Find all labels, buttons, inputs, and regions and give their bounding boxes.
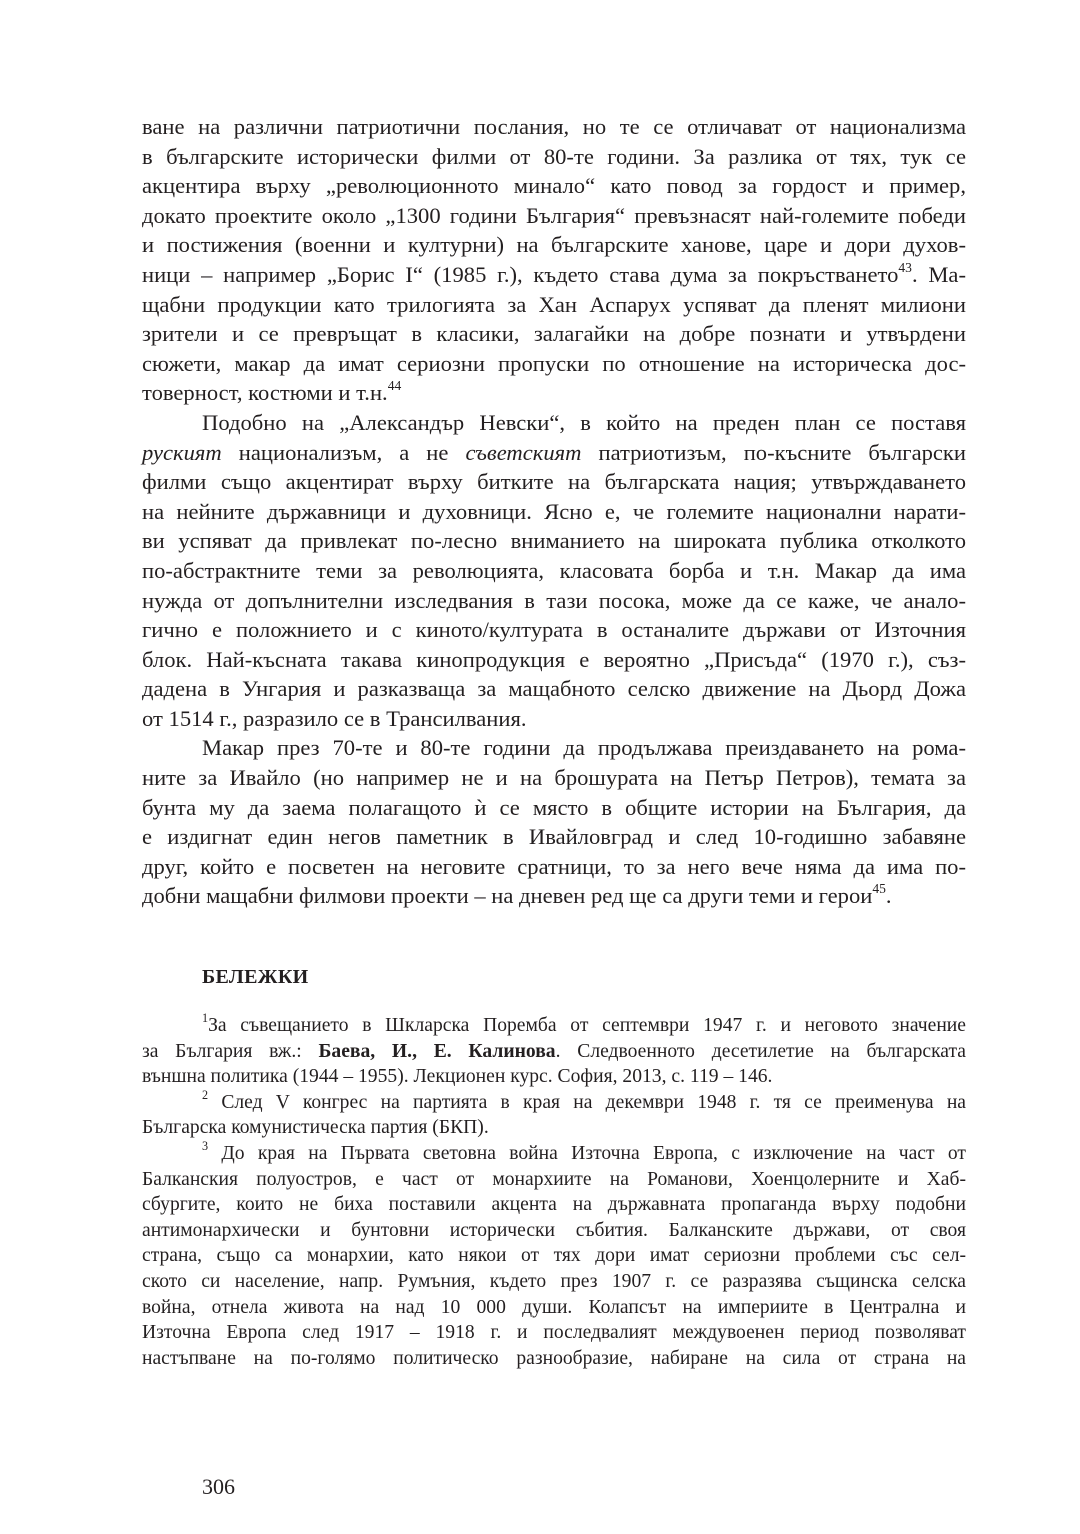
main-text — [142, 112, 966, 911]
note-line: външна политика (1944 – 1955). Лекционен курс. София, 2013, с. 119 – 146. — [142, 1066, 773, 1088]
paragraph: друг, който е посветен на неговите сратници, то за него вече няма да има по- — [142, 853, 966, 879]
paragraph: ви успяват да привлекат по-лесно вниманието на широката публика отколкото — [142, 528, 966, 554]
paragraph: щабни продукции като трилогията за Хан Аспарух успяват да пленят милиони — [142, 291, 966, 317]
paragraph: зрители и се превръщат в класики, залагайки на добре познати и утвърдени — [142, 321, 966, 347]
paragraph: в българските исторически филми от 80-те години. За разлика от тях, тук се — [142, 143, 966, 169]
paragraph: и постижения (военни и културни) на българските ханове, царе и дори духов- — [142, 232, 966, 258]
footnote-ref: 45 — [872, 881, 886, 897]
paragraph: докато проектите около „1300 години България“ превъзнасят най-големите победи — [142, 202, 966, 228]
note-line: за България вж.: Баева, И., Е. Калинова. Следвоенното десетилетие на българската — [142, 1040, 966, 1062]
notes-heading: БЕЛЕЖКИ — [202, 966, 309, 988]
note-line: настъпване на по-голямо политическо разнообразие, набиране на сила от страна на — [142, 1347, 966, 1369]
paragraph: гично е положнието и с киното/културата в останалите държави от Източния — [142, 617, 966, 643]
paragraph: ници – например „Борис I“ (1985 г.), където става дума за покръстването$^{43}$. Ма- — [142, 259, 966, 287]
paragraph: ните за Ивайло (но например не и на брошурата на Петър Петров), темата за — [142, 765, 966, 791]
paragraph: Макар през 70-те и 80-те години да продължава преиздаването на рома- — [202, 735, 966, 761]
paragraph: руският национализъм, а не съветският патриотизъм, по-късните български — [142, 439, 966, 465]
paragraph: на нейните държавници и духовници. Ясно е, че големите национални нарати- — [142, 498, 966, 524]
note-line: сбургите, които не биха поставили акцента на държавната пропаганда върху подобни — [142, 1194, 966, 1216]
note-line: война, отнела живота на над 10 000 души. Колапсът на империите в Централна и — [142, 1296, 966, 1318]
paragraph: филми също акцентират върху битките на българската нация; утвърждаването — [142, 469, 966, 495]
note-number: 1 — [202, 1010, 209, 1025]
paragraph: е издигнат един негов паметник в Ивайловград и след 10-годишно забавяне — [142, 824, 966, 850]
paragraph: от 1514 г., разразило се в Трансилвания. — [142, 705, 527, 731]
paragraph: по-абстрактните теми за революцията, класовата борба и т.н. Макар да има — [142, 557, 966, 583]
note-line: антимонархически и бунтовни исторически събития. Балканските държави, от своя — [142, 1219, 966, 1241]
note-number: 2 — [202, 1087, 209, 1102]
page-number: 306 — [202, 1474, 235, 1499]
footnote-ref: 43 — [898, 259, 912, 275]
note-line: Източна Европа след 1917 – 1918 г. и последвалият междувоенен период позволяват — [142, 1322, 966, 1344]
paragraph: сюжети, макар да имат сериозни пропуски по отношение на историческа дос- — [142, 350, 966, 376]
paragraph: бунта му да заема полагащото ѝ се място в общите истории на България, да — [142, 794, 966, 820]
paragraph: акцентира върху „революционното минало“ като повод за гордост и пример, — [142, 173, 966, 199]
note-line: $^1$За съвещанието в Шкларска Поремба от септември 1947 г. и неговото значение — [202, 1010, 966, 1036]
note-number: 3 — [202, 1138, 209, 1153]
paragraph: нужда от допълнителни изследвания в тази посока, може да се каже, че анало- — [142, 587, 966, 613]
note-line: $^2$ След V конгрес на партията в края на декември 1948 г. тя се преименува на — [202, 1087, 966, 1113]
note-line: Българска комунистическа партия (БКП). — [142, 1117, 489, 1139]
paragraph: Подобно на „Александър Невски“, в който на преден план се поставя — [202, 409, 966, 435]
paragraph: ване на различни патриотични послания, но те се отличават от национализма — [142, 114, 966, 139]
paragraph: добни мащабни филмови проекти – на дневен ред ще са други теми и герои$^{45}$. — [142, 881, 892, 909]
paragraph: дадена в Унгария и разказваща за мащабното селско движение на Дьорд Дожа — [142, 676, 966, 702]
paragraph: блок. Най-късната такава кинопродукция е вероятно „Присъда“ (1970 г.), съз- — [142, 646, 966, 672]
note-line: ското си население, напр. Румъния, където през 1907 г. се разразява същинска селска — [142, 1270, 966, 1292]
notes-section — [142, 1010, 966, 1371]
note-line: страна, също са монархии, като някои от тях дори имат сериозни проблеми със сел- — [142, 1245, 966, 1267]
paragraph: товерност, костюми и т.н.$^{44}$ — [142, 378, 402, 406]
footnote-ref: 44 — [387, 378, 402, 394]
note-line: $^3$ До края на Първата световна война Източна Европа, с изключение на част от — [202, 1138, 966, 1164]
note-line: Балканския полуостров, е част от монархиите на Романови, Хоенцолерните и Хаб- — [142, 1168, 966, 1190]
